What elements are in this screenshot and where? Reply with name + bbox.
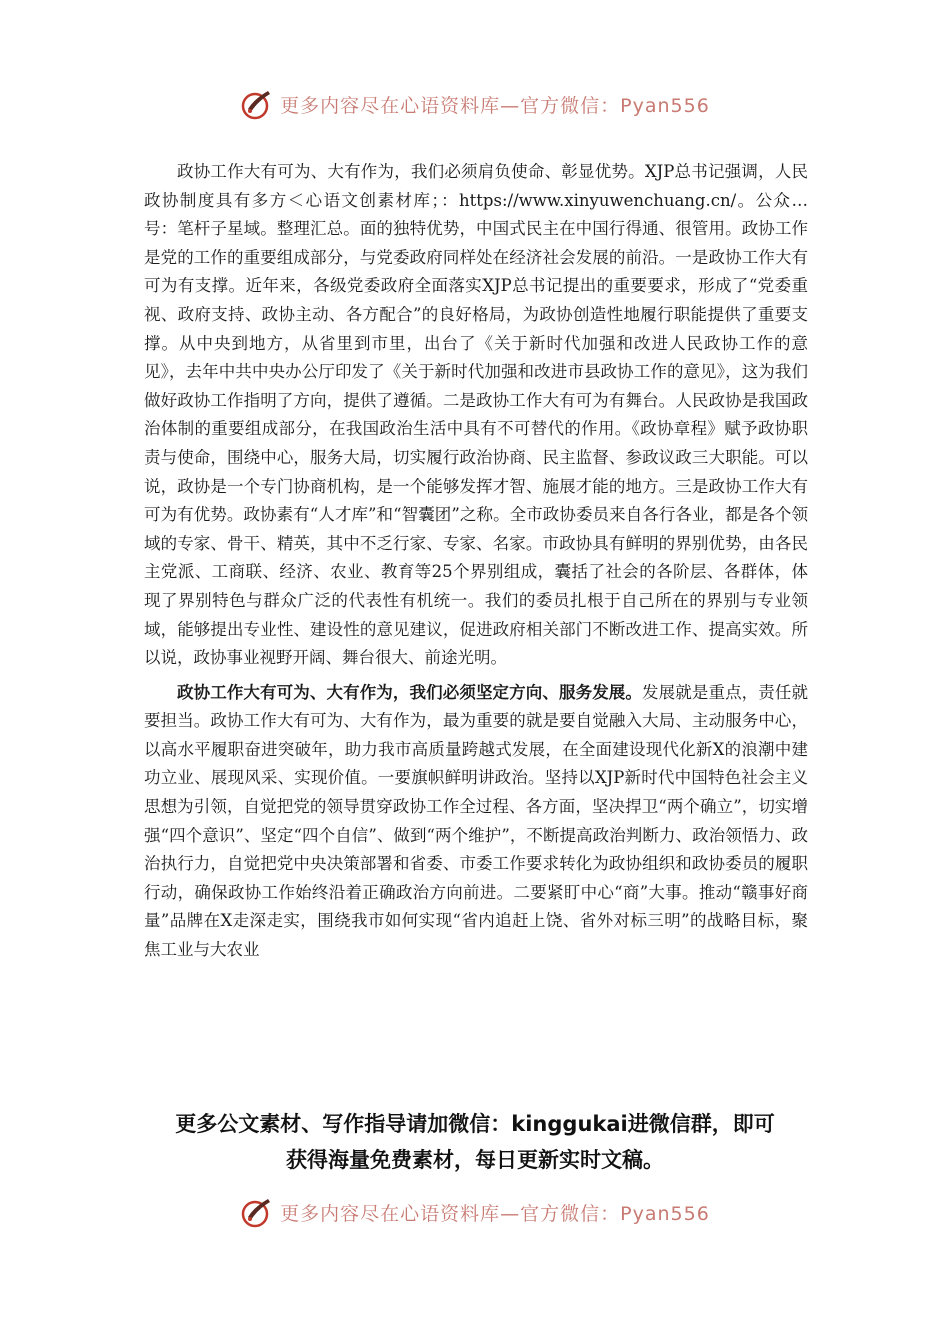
pen-circle-logo-icon	[240, 1195, 274, 1229]
promo-line-2: 获得海量免费素材，每日更新实时文稿。	[286, 1148, 664, 1172]
paragraph-2	[144, 679, 808, 965]
promo-note	[120, 1106, 830, 1178]
pen-circle-logo-icon	[240, 87, 274, 121]
banner-text: 更多内容尽在心语资料库—官方微信：Pyan556	[280, 94, 710, 117]
promo-line-1: 更多公文素材、写作指导请加微信：kinggukai进微信群，即可	[175, 1112, 775, 1136]
paragraph-2-lead: 政协工作大有可为、大有作为，我们必须坚定方向、服务发展。	[177, 682, 643, 702]
paragraph-2-text: 发展就是重点，责任就要担当。政协工作大有可为、大有作为，最为重要的就是要自觉融入大局、主动服务中心，以高水平履职奋进突破年，助力我市高质量跨越式发展，在全面建设现代化新X的浪潮中建功立业、展现风采、实现价值。一要旗帜鲜明讲政治。坚持以XJP新时代中国特色社会主义思想为引领，自觉把党的领导贯穿政协工作全过程、各方面，坚决捍卫“两个确立”，切实增强“四个意识”、坚定“四个自信”、做到“两个维护”，不断提高政治判断力、政治领悟力、政治执行力，自觉把党中央决策部署和省委、市委工作要求转化为政协组织和政协委员的履职行动，确保政协工作始终沿着正确政治方向前进。二要紧盯中心“商”大事。推动“赣事好商量”品牌在X走深走实，围绕我市如何实现“省内追赶上饶、省外对标三明”的战略目标，聚焦工业与大农业	[144, 682, 809, 960]
banner-text: 更多内容尽在心语资料库—官方微信：Pyan556	[280, 1202, 710, 1225]
top-banner	[0, 84, 950, 124]
bottom-banner	[0, 1192, 950, 1232]
paragraph-1: 政协工作大有可为、大有作为，我们必须肩负使命、彰显优势。XJP总书记强调，人民政协制度具有多方＜心语文创素材库；：https://www.xinyuwenchuang.cn/。公众…号：笔杆子星域。整理汇总。面的独特优势，中国式民主在中国行得通、很管用。政协工作是党的工作的重要组成部分，与党委政府同样处在经济社会发展的前沿。一是政协工作大有可为有支撑。近年来，各级党委政府全面落实XJP总书记提出的重要要求，形成了“党委重视、政府支持、政协主动、各方配合”的良好格局，为政协创造性地履行职能提供了重要支撑。从中央到地方，从省里到市里，出台了《关于新时代加强和改进人民政协工作的意见》，去年中共中央办公厅印发了《关于新时代加强和改进市县政协工作的意见》，这为我们做好政协工作指明了方向，提供了遵循。二是政协工作大有可为有舞台。人民政协是我国政治体制的重要组成部分，在我国政治生活中具有不可替代的作用。《政协章程》赋予政协职责与使命，围绕中心，服务大局，切实履行政治协商、民主监督、参政议政三大职能。可以说，政协是一个专门协商机构，是一个能够发挥才智、施展才能的地方。三是政协工作大有可为有优势。政协素有“人才库”和“智囊团”之称。全市政协委员来自各行各业，都是各个领域的专家、骨干、精英，其中不乏行家、专家、名家。市政协具有鲜明的界别优势，由各民主党派、工商联、经济、农业、教育等25个界别组成，囊括了社会的各阶层、各群体，体现了界别特色与群众广泛的代表性有机统一。我们的委员扎根于自己所在的界别与专业领域，能够提出专业性、建设性的意见建议，促进政府相关部门不断改进工作、提高实效。所以说，政协事业视野开阔、舞台很大、前途光明。	[144, 162, 808, 668]
article-body	[144, 158, 808, 965]
